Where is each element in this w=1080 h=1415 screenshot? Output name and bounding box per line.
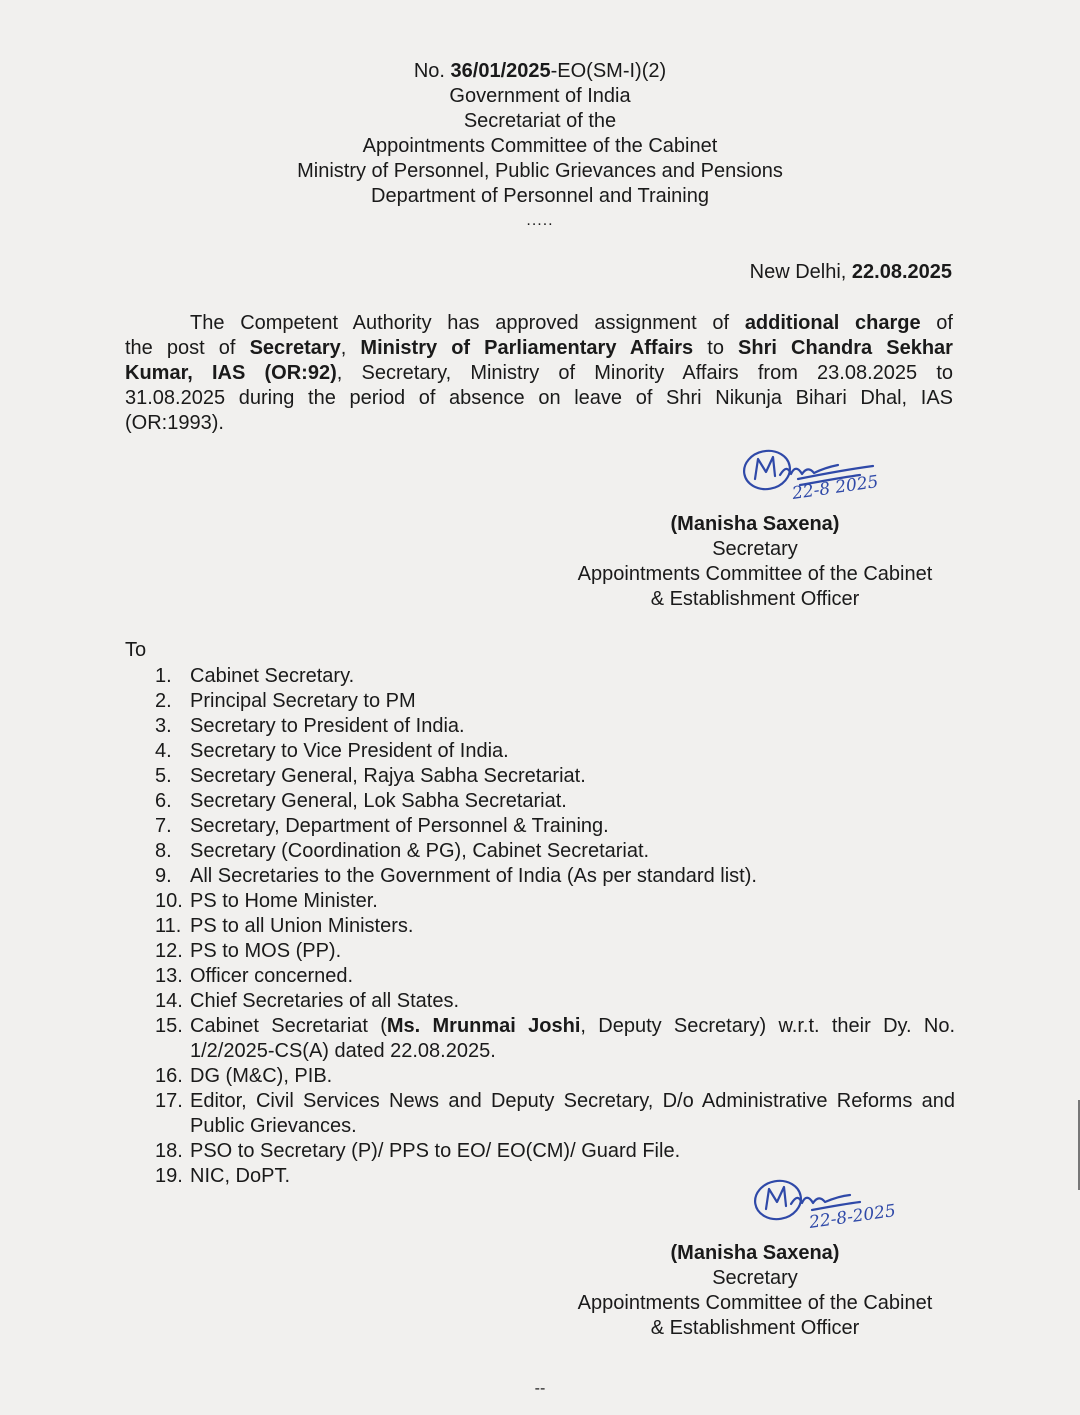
order-paragraph [125, 311, 953, 436]
signatory-name: (Manisha Saxena) [670, 513, 840, 535]
signatory-block-1 [545, 512, 965, 612]
list-item: 8. Secretary (Coordination & PG), Cabinet Secretariat. [155, 840, 650, 862]
list-item: 4. Secretary to Vice President of India. [155, 740, 509, 762]
order-line-4: 31.08.2025 during the period of absence on leave of Shri Nikunja Bihari Dhal, IAS [125, 387, 953, 409]
signatory-role: & Establishment Officer [650, 1317, 860, 1339]
header-line-secretariat: Secretariat of the [463, 110, 617, 132]
list-item: 13. Officer concerned. [155, 965, 354, 987]
footer-mark: -- [534, 1380, 546, 1397]
list-item: 3. Secretary to President of India. [155, 715, 465, 737]
signatory-role: & Establishment Officer [650, 588, 860, 610]
signatory-block-2 [545, 1241, 965, 1341]
header-line-ministry: Ministry of Personnel, Public Grievances and Pensions [297, 160, 783, 182]
list-item: 12. PS to MOS (PP). [155, 940, 342, 962]
file-number: No. 36/01/2025-EO(SM-I)(2) [413, 60, 667, 82]
list-item: 18. PSO to Secretary (P)/ PPS to EO/ EO(CM)/ Guard File. [155, 1140, 681, 1162]
list-item: 10. PS to Home Minister. [155, 890, 378, 912]
handwritten-signature-2 [748, 1170, 968, 1235]
order-line-1: The Competent Authority has approved assignment of additional charge of [190, 312, 953, 334]
svg-text:22-8 2025: 22-8 2025 [790, 472, 880, 504]
order-line-5: (OR:1993). [125, 412, 224, 434]
signatory-org: Appointments Committee of the Cabinet [577, 563, 933, 585]
list-item: 11. PS to all Union Ministers. [155, 915, 414, 937]
list-item-15: 15. Cabinet Secretariat (Ms. Mrunmai Joshi, Deputy Secretary) w.r.t. their Dy. No. 1/2/2025-CS(A) dated 22.08.2025. [155, 1015, 956, 1062]
list-item: 14. Chief Secretaries of all States. [155, 990, 460, 1012]
list-item: 2. Principal Secretary to PM [155, 690, 416, 712]
list-item: 16. DG (M&C), PIB. [155, 1065, 333, 1087]
signatory-designation: Secretary [712, 1267, 798, 1289]
signatory-designation: Secretary [712, 538, 798, 560]
list-item: 7. Secretary, Department of Personnel & Training. [155, 815, 609, 837]
signatory-name: (Manisha Saxena) [670, 1242, 840, 1264]
header-line-government: Government of India [449, 85, 631, 107]
list-item: 9. All Secretaries to the Government of India (As per standard list). [155, 865, 757, 887]
list-item: 19. NIC, DoPT. [155, 1165, 291, 1187]
header-line-department: Department of Personnel and Training [371, 185, 709, 207]
distribution-list [155, 664, 955, 1189]
header-dots: ..... [526, 212, 554, 229]
signatory-org: Appointments Committee of the Cabinet [577, 1292, 933, 1314]
handwritten-signature-1 [738, 445, 968, 505]
order-line-2: the post of Secretary, Ministry of Parliamentary Affairs to Shri Chandra Sekhar [125, 337, 953, 359]
order-line-3: Kumar, IAS (OR:92), Secretary, Ministry of Minority Affairs from 23.08.2025 to [125, 362, 953, 384]
place-date: New Delhi, 22.08.2025 [749, 261, 952, 283]
list-item: 17. Editor, Civil Services News and Deputy Secretary, D/o Administrative Reforms and Public Grievances. [155, 1090, 955, 1137]
svg-text:22-8-2025: 22-8-2025 [807, 1201, 898, 1233]
list-item: 6. Secretary General, Lok Sabha Secretariat. [155, 790, 567, 812]
list-item: 1. Cabinet Secretary. [155, 665, 355, 687]
to-label: To [125, 639, 147, 661]
list-item: 5. Secretary General, Rajya Sabha Secretariat. [155, 765, 586, 787]
header-line-acc: Appointments Committee of the Cabinet [362, 135, 718, 157]
